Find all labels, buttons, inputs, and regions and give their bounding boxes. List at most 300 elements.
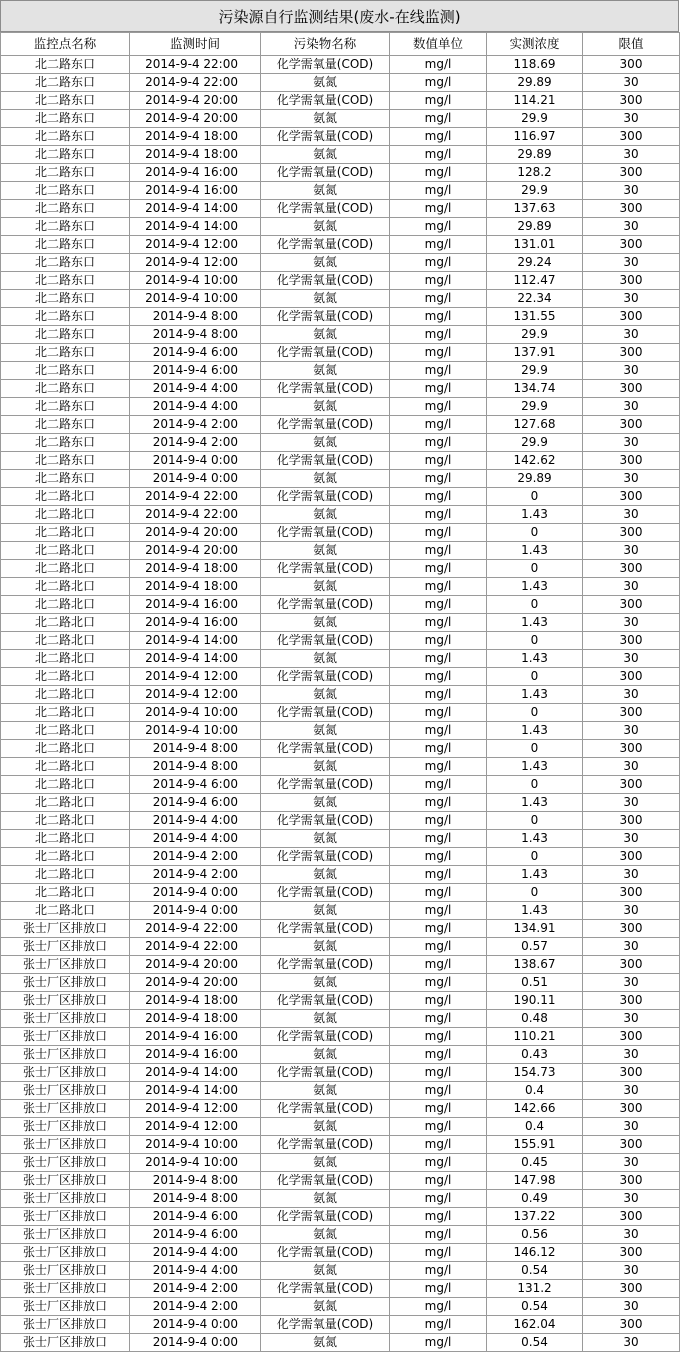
pollutant-cell: 化学需氧量(COD) xyxy=(261,92,390,110)
pollutant-cell: 氨氮 xyxy=(261,1334,390,1352)
site-cell: 北二路东口 xyxy=(1,344,130,362)
limit-cell: 300 xyxy=(583,128,680,146)
limit-cell: 300 xyxy=(583,308,680,326)
time-cell: 2014-9-4 18:00 xyxy=(130,560,261,578)
pollutant-cell: 化学需氧量(COD) xyxy=(261,380,390,398)
limit-cell: 30 xyxy=(583,1082,680,1100)
time-cell: 2014-9-4 4:00 xyxy=(130,812,261,830)
limit-cell: 30 xyxy=(583,650,680,668)
pollutant-cell: 氨氮 xyxy=(261,1154,390,1172)
limit-cell: 30 xyxy=(583,902,680,920)
site-cell: 北二路北口 xyxy=(1,668,130,686)
limit-cell: 30 xyxy=(583,74,680,92)
unit-cell: mg/l xyxy=(390,110,487,128)
pollutant-cell: 化学需氧量(COD) xyxy=(261,56,390,74)
limit-cell: 30 xyxy=(583,830,680,848)
table-row xyxy=(1,740,680,758)
unit-cell: mg/l xyxy=(390,218,487,236)
time-cell: 2014-9-4 22:00 xyxy=(130,920,261,938)
limit-cell: 30 xyxy=(583,290,680,308)
measured-cell: 114.21 xyxy=(487,92,583,110)
measured-cell: 0.54 xyxy=(487,1334,583,1352)
time-cell: 2014-9-4 8:00 xyxy=(130,1172,261,1190)
unit-cell: mg/l xyxy=(390,722,487,740)
time-cell: 2014-9-4 20:00 xyxy=(130,110,261,128)
site-cell: 张士厂区排放口 xyxy=(1,920,130,938)
measured-cell: 29.9 xyxy=(487,398,583,416)
time-cell: 2014-9-4 2:00 xyxy=(130,866,261,884)
table-row xyxy=(1,1064,680,1082)
time-cell: 2014-9-4 0:00 xyxy=(130,1316,261,1334)
site-cell: 北二路东口 xyxy=(1,452,130,470)
time-cell: 2014-9-4 22:00 xyxy=(130,488,261,506)
measured-cell: 1.43 xyxy=(487,650,583,668)
unit-cell: mg/l xyxy=(390,614,487,632)
time-cell: 2014-9-4 22:00 xyxy=(130,56,261,74)
unit-cell: mg/l xyxy=(390,776,487,794)
measured-cell: 0 xyxy=(487,884,583,902)
unit-cell: mg/l xyxy=(390,1010,487,1028)
pollutant-cell: 化学需氧量(COD) xyxy=(261,272,390,290)
pollutant-cell: 化学需氧量(COD) xyxy=(261,1028,390,1046)
unit-cell: mg/l xyxy=(390,884,487,902)
measured-cell: 0.54 xyxy=(487,1298,583,1316)
limit-cell: 300 xyxy=(583,632,680,650)
measured-cell: 29.9 xyxy=(487,326,583,344)
pollutant-cell: 化学需氧量(COD) xyxy=(261,776,390,794)
pollutant-cell: 氨氮 xyxy=(261,1046,390,1064)
unit-cell: mg/l xyxy=(390,758,487,776)
pollutant-cell: 氨氮 xyxy=(261,1226,390,1244)
limit-cell: 30 xyxy=(583,1226,680,1244)
pollutant-cell: 化学需氧量(COD) xyxy=(261,740,390,758)
measured-cell: 112.47 xyxy=(487,272,583,290)
limit-cell: 300 xyxy=(583,1172,680,1190)
table-row xyxy=(1,596,680,614)
pollutant-cell: 化学需氧量(COD) xyxy=(261,488,390,506)
pollutant-cell: 化学需氧量(COD) xyxy=(261,1136,390,1154)
time-cell: 2014-9-4 12:00 xyxy=(130,236,261,254)
site-cell: 张士厂区排放口 xyxy=(1,1118,130,1136)
limit-cell: 30 xyxy=(583,866,680,884)
measured-cell: 0.43 xyxy=(487,1046,583,1064)
unit-cell: mg/l xyxy=(390,434,487,452)
pollutant-cell: 氨氮 xyxy=(261,650,390,668)
pollutant-cell: 氨氮 xyxy=(261,1010,390,1028)
measured-cell: 0 xyxy=(487,596,583,614)
site-cell: 北二路北口 xyxy=(1,866,130,884)
site-cell: 北二路北口 xyxy=(1,560,130,578)
limit-cell: 30 xyxy=(583,506,680,524)
limit-cell: 30 xyxy=(583,614,680,632)
time-cell: 2014-9-4 2:00 xyxy=(130,848,261,866)
unit-cell: mg/l xyxy=(390,704,487,722)
pollutant-cell: 化学需氧量(COD) xyxy=(261,668,390,686)
pollutant-cell: 氨氮 xyxy=(261,1190,390,1208)
time-cell: 2014-9-4 0:00 xyxy=(130,1334,261,1352)
measured-cell: 1.43 xyxy=(487,722,583,740)
time-cell: 2014-9-4 22:00 xyxy=(130,938,261,956)
measured-cell: 142.66 xyxy=(487,1100,583,1118)
measured-cell: 29.24 xyxy=(487,254,583,272)
table-row xyxy=(1,632,680,650)
limit-cell: 300 xyxy=(583,92,680,110)
measured-cell: 0 xyxy=(487,776,583,794)
site-cell: 北二路东口 xyxy=(1,218,130,236)
limit-cell: 30 xyxy=(583,578,680,596)
measured-cell: 22.34 xyxy=(487,290,583,308)
table-row xyxy=(1,236,680,254)
time-cell: 2014-9-4 16:00 xyxy=(130,182,261,200)
limit-cell: 300 xyxy=(583,56,680,74)
measured-cell: 0 xyxy=(487,668,583,686)
table-row xyxy=(1,668,680,686)
site-cell: 北二路东口 xyxy=(1,308,130,326)
pollutant-cell: 化学需氧量(COD) xyxy=(261,1064,390,1082)
measured-cell: 0 xyxy=(487,740,583,758)
measured-cell: 0.49 xyxy=(487,1190,583,1208)
pollutant-cell: 氨氮 xyxy=(261,758,390,776)
unit-cell: mg/l xyxy=(390,254,487,272)
pollutant-cell: 化学需氧量(COD) xyxy=(261,920,390,938)
table-row xyxy=(1,1280,680,1298)
site-cell: 北二路东口 xyxy=(1,92,130,110)
site-cell: 北二路东口 xyxy=(1,164,130,182)
table-row xyxy=(1,614,680,632)
table-row xyxy=(1,524,680,542)
measured-cell: 1.43 xyxy=(487,902,583,920)
pollutant-cell: 化学需氧量(COD) xyxy=(261,452,390,470)
measured-cell: 131.55 xyxy=(487,308,583,326)
table-row xyxy=(1,812,680,830)
measured-cell: 134.91 xyxy=(487,920,583,938)
pollutant-cell: 氨氮 xyxy=(261,290,390,308)
time-cell: 2014-9-4 14:00 xyxy=(130,650,261,668)
time-cell: 2014-9-4 6:00 xyxy=(130,1226,261,1244)
table-row xyxy=(1,1136,680,1154)
table-row xyxy=(1,470,680,488)
measured-cell: 0.48 xyxy=(487,1010,583,1028)
table-row xyxy=(1,146,680,164)
measured-cell: 110.21 xyxy=(487,1028,583,1046)
table-row xyxy=(1,1208,680,1226)
time-cell: 2014-9-4 12:00 xyxy=(130,1118,261,1136)
measured-cell: 1.43 xyxy=(487,866,583,884)
limit-cell: 300 xyxy=(583,1316,680,1334)
measured-cell: 1.43 xyxy=(487,506,583,524)
unit-cell: mg/l xyxy=(390,416,487,434)
site-cell: 北二路北口 xyxy=(1,902,130,920)
site-cell: 北二路北口 xyxy=(1,758,130,776)
pollutant-cell: 氨氮 xyxy=(261,1298,390,1316)
site-cell: 北二路东口 xyxy=(1,236,130,254)
pollutant-cell: 氨氮 xyxy=(261,146,390,164)
unit-cell: mg/l xyxy=(390,1064,487,1082)
pollutant-cell: 化学需氧量(COD) xyxy=(261,560,390,578)
time-cell: 2014-9-4 4:00 xyxy=(130,380,261,398)
table-row xyxy=(1,884,680,902)
pollutant-cell: 化学需氧量(COD) xyxy=(261,1100,390,1118)
measured-cell: 29.89 xyxy=(487,470,583,488)
table-row xyxy=(1,110,680,128)
site-cell: 北二路东口 xyxy=(1,146,130,164)
table-row xyxy=(1,920,680,938)
time-cell: 2014-9-4 8:00 xyxy=(130,758,261,776)
unit-cell: mg/l xyxy=(390,344,487,362)
site-cell: 张士厂区排放口 xyxy=(1,1280,130,1298)
measured-cell: 147.98 xyxy=(487,1172,583,1190)
unit-cell: mg/l xyxy=(390,848,487,866)
limit-cell: 30 xyxy=(583,1190,680,1208)
measured-cell: 1.43 xyxy=(487,830,583,848)
site-cell: 北二路东口 xyxy=(1,272,130,290)
unit-cell: mg/l xyxy=(390,830,487,848)
unit-cell: mg/l xyxy=(390,164,487,182)
table-row xyxy=(1,182,680,200)
time-cell: 2014-9-4 14:00 xyxy=(130,200,261,218)
time-cell: 2014-9-4 22:00 xyxy=(130,506,261,524)
table-row xyxy=(1,326,680,344)
measured-cell: 0.54 xyxy=(487,1262,583,1280)
measured-cell: 155.91 xyxy=(487,1136,583,1154)
table-row xyxy=(1,128,680,146)
site-cell: 北二路北口 xyxy=(1,596,130,614)
measured-cell: 1.43 xyxy=(487,614,583,632)
limit-cell: 300 xyxy=(583,1136,680,1154)
measured-cell: 146.12 xyxy=(487,1244,583,1262)
table-row xyxy=(1,164,680,182)
time-cell: 2014-9-4 18:00 xyxy=(130,992,261,1010)
site-cell: 张士厂区排放口 xyxy=(1,1100,130,1118)
pollutant-cell: 氨氮 xyxy=(261,542,390,560)
monitoring-table xyxy=(0,32,680,1352)
time-cell: 2014-9-4 10:00 xyxy=(130,1154,261,1172)
time-cell: 2014-9-4 18:00 xyxy=(130,1010,261,1028)
time-cell: 2014-9-4 18:00 xyxy=(130,128,261,146)
site-cell: 北二路东口 xyxy=(1,470,130,488)
pollutant-cell: 氨氮 xyxy=(261,470,390,488)
column-header-measured: 实测浓度 xyxy=(487,33,583,56)
site-cell: 北二路东口 xyxy=(1,128,130,146)
measured-cell: 0 xyxy=(487,704,583,722)
table-row xyxy=(1,290,680,308)
table-row xyxy=(1,506,680,524)
pollutant-cell: 化学需氧量(COD) xyxy=(261,416,390,434)
limit-cell: 30 xyxy=(583,1154,680,1172)
time-cell: 2014-9-4 12:00 xyxy=(130,668,261,686)
pollutant-cell: 氨氮 xyxy=(261,866,390,884)
unit-cell: mg/l xyxy=(390,1100,487,1118)
measured-cell: 137.22 xyxy=(487,1208,583,1226)
measured-cell: 0.56 xyxy=(487,1226,583,1244)
site-cell: 北二路北口 xyxy=(1,704,130,722)
table-row xyxy=(1,92,680,110)
limit-cell: 300 xyxy=(583,272,680,290)
limit-cell: 300 xyxy=(583,776,680,794)
table-row xyxy=(1,308,680,326)
measured-cell: 162.04 xyxy=(487,1316,583,1334)
limit-cell: 30 xyxy=(583,218,680,236)
site-cell: 张士厂区排放口 xyxy=(1,974,130,992)
pollutant-cell: 化学需氧量(COD) xyxy=(261,1280,390,1298)
table-row xyxy=(1,1298,680,1316)
limit-cell: 30 xyxy=(583,1046,680,1064)
measured-cell: 0 xyxy=(487,524,583,542)
table-row xyxy=(1,578,680,596)
measured-cell: 0.51 xyxy=(487,974,583,992)
site-cell: 北二路北口 xyxy=(1,740,130,758)
measured-cell: 29.89 xyxy=(487,218,583,236)
limit-cell: 30 xyxy=(583,758,680,776)
unit-cell: mg/l xyxy=(390,542,487,560)
table-row xyxy=(1,560,680,578)
unit-cell: mg/l xyxy=(390,560,487,578)
unit-cell: mg/l xyxy=(390,272,487,290)
unit-cell: mg/l xyxy=(390,1334,487,1352)
column-header-site: 监控点名称 xyxy=(1,33,130,56)
pollutant-cell: 化学需氧量(COD) xyxy=(261,884,390,902)
limit-cell: 300 xyxy=(583,416,680,434)
column-header-time: 监测时间 xyxy=(130,33,261,56)
pollutant-cell: 氨氮 xyxy=(261,326,390,344)
pollutant-cell: 化学需氧量(COD) xyxy=(261,128,390,146)
pollutant-cell: 化学需氧量(COD) xyxy=(261,1316,390,1334)
pollutant-cell: 氨氮 xyxy=(261,110,390,128)
time-cell: 2014-9-4 6:00 xyxy=(130,362,261,380)
unit-cell: mg/l xyxy=(390,1298,487,1316)
pollutant-cell: 氨氮 xyxy=(261,506,390,524)
table-row xyxy=(1,704,680,722)
header-row xyxy=(1,33,680,56)
limit-cell: 300 xyxy=(583,452,680,470)
time-cell: 2014-9-4 0:00 xyxy=(130,884,261,902)
limit-cell: 300 xyxy=(583,920,680,938)
limit-cell: 300 xyxy=(583,236,680,254)
pollutant-cell: 氨氮 xyxy=(261,794,390,812)
limit-cell: 30 xyxy=(583,254,680,272)
unit-cell: mg/l xyxy=(390,866,487,884)
site-cell: 北二路北口 xyxy=(1,578,130,596)
pollutant-cell: 氨氮 xyxy=(261,182,390,200)
column-header-unit: 数值单位 xyxy=(390,33,487,56)
pollutant-cell: 氨氮 xyxy=(261,938,390,956)
measured-cell: 0.4 xyxy=(487,1118,583,1136)
table-row xyxy=(1,848,680,866)
site-cell: 张士厂区排放口 xyxy=(1,1028,130,1046)
time-cell: 2014-9-4 6:00 xyxy=(130,1208,261,1226)
time-cell: 2014-9-4 20:00 xyxy=(130,524,261,542)
table-row xyxy=(1,974,680,992)
site-cell: 北二路东口 xyxy=(1,74,130,92)
unit-cell: mg/l xyxy=(390,596,487,614)
time-cell: 2014-9-4 8:00 xyxy=(130,1190,261,1208)
site-cell: 北二路北口 xyxy=(1,614,130,632)
measured-cell: 0 xyxy=(487,848,583,866)
time-cell: 2014-9-4 18:00 xyxy=(130,146,261,164)
unit-cell: mg/l xyxy=(390,1046,487,1064)
time-cell: 2014-9-4 20:00 xyxy=(130,956,261,974)
measured-cell: 29.9 xyxy=(487,362,583,380)
unit-cell: mg/l xyxy=(390,56,487,74)
unit-cell: mg/l xyxy=(390,524,487,542)
unit-cell: mg/l xyxy=(390,236,487,254)
limit-cell: 30 xyxy=(583,938,680,956)
limit-cell: 30 xyxy=(583,434,680,452)
unit-cell: mg/l xyxy=(390,308,487,326)
site-cell: 北二路北口 xyxy=(1,632,130,650)
time-cell: 2014-9-4 12:00 xyxy=(130,254,261,272)
site-cell: 张士厂区排放口 xyxy=(1,1154,130,1172)
pollutant-cell: 氨氮 xyxy=(261,74,390,92)
unit-cell: mg/l xyxy=(390,1244,487,1262)
site-cell: 北二路东口 xyxy=(1,110,130,128)
measured-cell: 1.43 xyxy=(487,794,583,812)
time-cell: 2014-9-4 2:00 xyxy=(130,1280,261,1298)
pollutant-cell: 化学需氧量(COD) xyxy=(261,1172,390,1190)
limit-cell: 30 xyxy=(583,1334,680,1352)
time-cell: 2014-9-4 16:00 xyxy=(130,614,261,632)
table-row xyxy=(1,1082,680,1100)
site-cell: 张士厂区排放口 xyxy=(1,1298,130,1316)
pollutant-cell: 氨氮 xyxy=(261,722,390,740)
site-cell: 北二路北口 xyxy=(1,506,130,524)
site-cell: 张士厂区排放口 xyxy=(1,1190,130,1208)
measured-cell: 1.43 xyxy=(487,758,583,776)
site-cell: 张士厂区排放口 xyxy=(1,1082,130,1100)
site-cell: 北二路东口 xyxy=(1,56,130,74)
site-cell: 张士厂区排放口 xyxy=(1,1262,130,1280)
unit-cell: mg/l xyxy=(390,902,487,920)
unit-cell: mg/l xyxy=(390,920,487,938)
time-cell: 2014-9-4 14:00 xyxy=(130,1064,261,1082)
unit-cell: mg/l xyxy=(390,128,487,146)
unit-cell: mg/l xyxy=(390,1172,487,1190)
unit-cell: mg/l xyxy=(390,1028,487,1046)
table-row xyxy=(1,416,680,434)
measured-cell: 127.68 xyxy=(487,416,583,434)
pollutant-cell: 化学需氧量(COD) xyxy=(261,164,390,182)
unit-cell: mg/l xyxy=(390,686,487,704)
table-row xyxy=(1,686,680,704)
table-row xyxy=(1,1100,680,1118)
site-cell: 北二路东口 xyxy=(1,182,130,200)
pollutant-cell: 氨氮 xyxy=(261,1082,390,1100)
pollutant-cell: 氨氮 xyxy=(261,1262,390,1280)
unit-cell: mg/l xyxy=(390,74,487,92)
table-row xyxy=(1,1172,680,1190)
unit-cell: mg/l xyxy=(390,1118,487,1136)
unit-cell: mg/l xyxy=(390,290,487,308)
table-row xyxy=(1,902,680,920)
table-row xyxy=(1,1154,680,1172)
table-row xyxy=(1,362,680,380)
pollutant-cell: 氨氮 xyxy=(261,398,390,416)
limit-cell: 30 xyxy=(583,362,680,380)
sheet-title: 污染源自行监测结果(废水-在线监测) xyxy=(0,0,679,32)
table-row xyxy=(1,542,680,560)
time-cell: 2014-9-4 20:00 xyxy=(130,542,261,560)
site-cell: 北二路北口 xyxy=(1,884,130,902)
pollutant-cell: 氨氮 xyxy=(261,362,390,380)
time-cell: 2014-9-4 10:00 xyxy=(130,290,261,308)
site-cell: 北二路北口 xyxy=(1,812,130,830)
site-cell: 北二路北口 xyxy=(1,776,130,794)
measured-cell: 29.9 xyxy=(487,110,583,128)
column-header-pollutant: 污染物名称 xyxy=(261,33,390,56)
site-cell: 北二路东口 xyxy=(1,290,130,308)
limit-cell: 300 xyxy=(583,812,680,830)
limit-cell: 300 xyxy=(583,344,680,362)
